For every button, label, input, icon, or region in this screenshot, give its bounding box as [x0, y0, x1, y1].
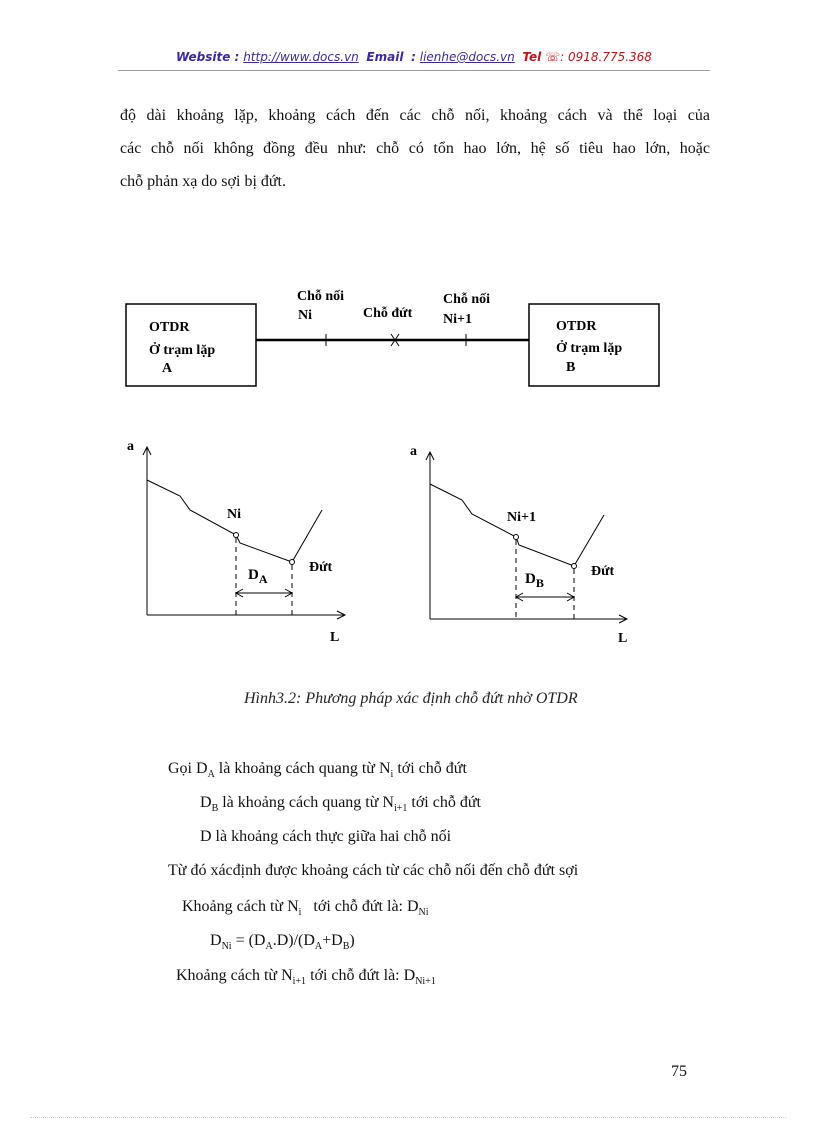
- website-label: Website :: [176, 50, 240, 64]
- tel-label: Tel: [522, 50, 542, 64]
- left-y-axis-label: a: [127, 439, 134, 454]
- email-link[interactable]: lienhe@docs.vn: [419, 50, 515, 64]
- station-a-line1: OTDR: [149, 320, 190, 335]
- station-b-line2: Ở trạm lặp: [556, 341, 623, 356]
- tel-value: : 0918.775.368: [560, 50, 652, 64]
- page-header: [118, 50, 710, 64]
- derivation-statement: Từ đó xácđịnh được khoảng cách từ các chỗ nối đến chỗ đứt sợi: [168, 862, 579, 879]
- left-point-label: Ni: [227, 507, 241, 522]
- paragraph-line: độ dài khoảng lặp, khoảng cách đến các chỗ nối, khoảng cách và thể loại của: [120, 107, 710, 124]
- joint-ni1-name: Ni+1: [443, 312, 472, 327]
- definition-d: D là khoảng cách thực giữa hai chỗ nối: [200, 828, 452, 845]
- footer-divider: [30, 1117, 786, 1118]
- email-separator: :: [411, 50, 416, 64]
- figure-caption: Hình3.2: Phương pháp xác định chỗ đứt nhờ OTDR: [244, 690, 578, 707]
- station-a-line3: A: [162, 361, 173, 376]
- joint-ni-label: Chỗ nối: [297, 289, 345, 304]
- left-trace-chart: [127, 439, 345, 645]
- left-x-axis-label: L: [330, 630, 340, 645]
- distance-from-ni1: Khoảng cách từ $N_{i+1}$ tới chỗ đứt là: $D_{Ni+1}$: [176, 967, 436, 988]
- right-point-label: Ni+1: [507, 510, 536, 525]
- right-break-label: Đứt: [591, 564, 615, 579]
- break-label: Chỗ đứt: [363, 306, 413, 321]
- right-distance-label: $D_B$: [525, 571, 544, 590]
- left-distance-label: $D_A$: [248, 567, 268, 586]
- formula-dni: $D_{Ni} = (D_A.D)/(D_A+D_B)$: [210, 932, 355, 953]
- phone-icon: ☏: [545, 50, 561, 64]
- joint-ni-name: Ni: [298, 308, 312, 323]
- header-divider: [118, 70, 710, 71]
- station-b-line3: B: [566, 360, 576, 375]
- right-y-axis-label: a: [410, 444, 417, 459]
- left-break-label: Đứt: [309, 560, 333, 575]
- definition-db: $D_B$ là khoảng cách quang từ $N_{i+1}$ tới chỗ đứt: [200, 794, 481, 815]
- joint-ni1-label: Chỗ nối: [443, 292, 491, 307]
- right-x-axis-label: L: [618, 631, 628, 646]
- body-paragraph: [120, 99, 710, 198]
- station-b-line1: OTDR: [556, 319, 597, 334]
- station-a-line2: Ở trạm lặp: [149, 343, 216, 358]
- right-trace-chart: [410, 444, 627, 646]
- page-number: 75: [671, 1063, 687, 1080]
- email-label: Email: [366, 50, 404, 64]
- website-link[interactable]: http://www.docs.vn: [243, 50, 359, 64]
- paragraph-line: các chỗ nối không đồng đều như: chỗ có tổn hao lớn, hệ số tiêu hao lớn, hoặc: [120, 140, 710, 157]
- distance-from-ni: Khoảng cách từ $N_i$ tới chỗ đứt là: $D_{Ni}$: [182, 898, 429, 919]
- right-trace-line: [430, 484, 604, 566]
- otdr-figure: [0, 270, 816, 660]
- paragraph-line: chỗ phản xạ do sợi bị đứt.: [120, 173, 286, 190]
- definition-da: Gọi $D_A$ là khoảng cách quang từ $N_i$ tới chỗ đứt: [168, 760, 467, 781]
